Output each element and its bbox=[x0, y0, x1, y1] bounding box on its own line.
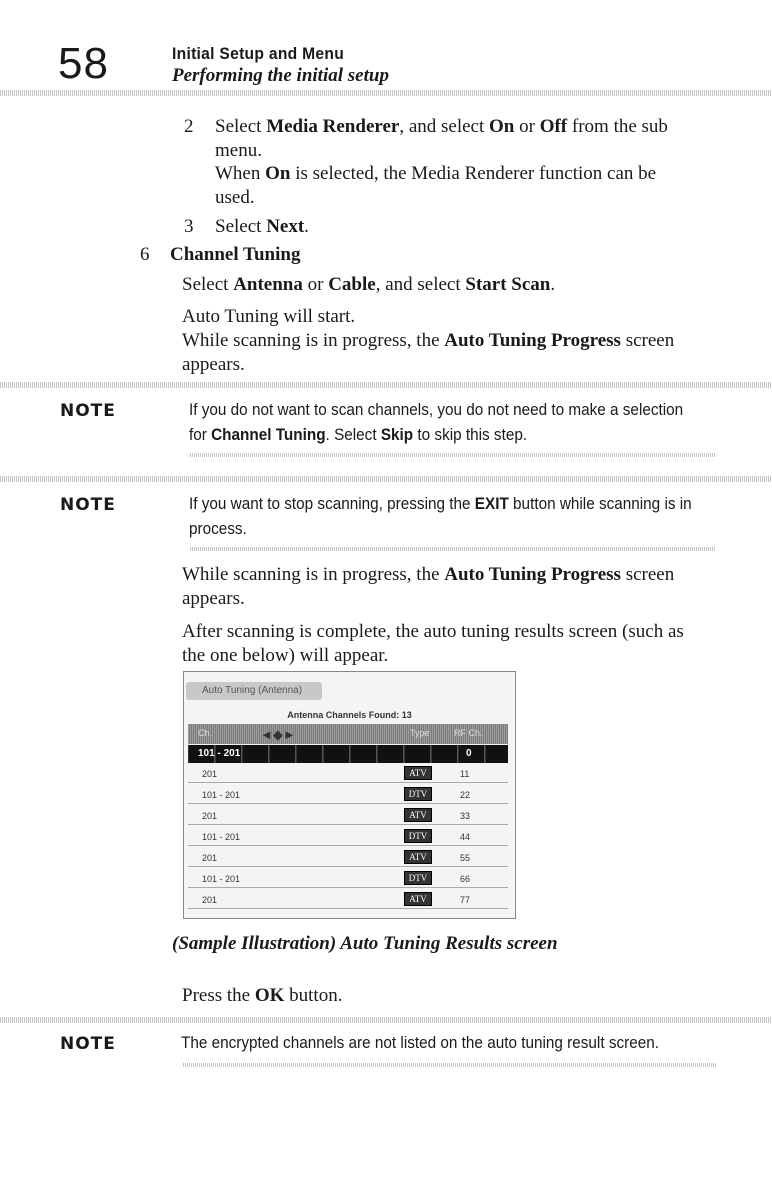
column-ch: Ch. bbox=[198, 728, 213, 738]
table-row bbox=[188, 827, 508, 846]
row-ch: 201 bbox=[202, 895, 218, 905]
note-2-text: If you want to stop scanning, pressing the EXIT button while scanning is in process. bbox=[189, 494, 692, 538]
scan-complete-text: After scanning is complete, the auto tuning results screen (such as the one below) will appear. bbox=[182, 621, 684, 666]
row-type-badge: ATV bbox=[404, 850, 432, 864]
row-rf: 33 bbox=[460, 811, 471, 821]
note-3-bottom-rule bbox=[183, 1063, 716, 1067]
table-row bbox=[188, 890, 508, 909]
step-3-number: 3 bbox=[184, 216, 194, 237]
row-type-badge: DTV bbox=[404, 829, 432, 843]
note-1-text: If you do not want to scan channels, you do not need to make a selection for Channel Tuning. Select Skip to skip this step. bbox=[189, 400, 684, 444]
chapter-title: Initial Setup and Menu bbox=[172, 44, 345, 63]
row-type-badge: ATV bbox=[404, 808, 432, 822]
row-rf: 44 bbox=[460, 832, 471, 842]
row-ch: 101 - 201 bbox=[202, 790, 241, 800]
note-2-top-rule bbox=[0, 476, 772, 482]
channels-found: Antenna Channels Found: 13 bbox=[287, 710, 412, 720]
row-rf: 66 bbox=[460, 874, 471, 884]
section-6-title: Channel Tuning bbox=[170, 244, 301, 265]
note-2-bottom-rule bbox=[190, 547, 716, 551]
figure-caption: (Sample Illustration) Auto Tuning Results screen bbox=[172, 933, 558, 954]
row-type-badge: DTV bbox=[404, 871, 432, 885]
section-6-number: 6 bbox=[140, 244, 150, 265]
page-number: 58 bbox=[58, 39, 109, 88]
column-type: Type bbox=[410, 728, 430, 738]
section-6-body: Auto Tuning will start. While scanning is in progress, the Auto Tuning Progress screen appears. bbox=[182, 306, 675, 375]
row-rf: 11 bbox=[460, 769, 470, 779]
step-2-number: 2 bbox=[184, 116, 194, 137]
note-2-label: NOTE bbox=[60, 495, 116, 515]
row-type-badge: ATV bbox=[404, 892, 432, 906]
section-title: Performing the initial setup bbox=[172, 65, 389, 86]
press-ok-text: Press the OK button. bbox=[182, 985, 343, 1006]
note-1-bottom-rule bbox=[190, 453, 716, 457]
column-rf: RF Ch. bbox=[454, 728, 483, 738]
row-ch: 201 bbox=[202, 769, 218, 779]
note-3-top-rule bbox=[0, 1017, 772, 1023]
navigate-arrows-icon: ◄◆► bbox=[260, 727, 296, 742]
row-type-badge: DTV bbox=[404, 787, 432, 801]
step-2-text: Select Media Renderer, and select On or Off from the sub menu. bbox=[215, 116, 668, 161]
row-type-badge: ATV bbox=[404, 766, 432, 780]
note-3-label: NOTE bbox=[60, 1034, 116, 1054]
scan-progress-text: While scanning is in progress, the Auto Tuning Progress screen appears. bbox=[182, 564, 675, 609]
step-3-text: Select Next. bbox=[215, 216, 309, 237]
section-6-instruction: Select Antenna or Cable, and select Start Scan. bbox=[182, 274, 556, 295]
auto-tuning-results-screen bbox=[183, 671, 516, 919]
table-row bbox=[188, 785, 508, 804]
table-row bbox=[188, 806, 508, 825]
selected-row bbox=[188, 745, 508, 763]
header-rule bbox=[0, 90, 772, 96]
selected-ch: 101 - 201 bbox=[198, 748, 241, 759]
row-rf: 55 bbox=[460, 853, 471, 863]
row-rf: 22 bbox=[460, 790, 471, 800]
table-row bbox=[188, 869, 508, 888]
step-2-detail: When On is selected, the Media Renderer function can be used. bbox=[215, 163, 657, 208]
table-row bbox=[188, 764, 508, 783]
note-3-text: The encrypted channels are not listed on the auto tuning result screen. bbox=[181, 1033, 659, 1052]
table-row bbox=[188, 848, 508, 867]
row-rf: 77 bbox=[460, 895, 471, 905]
row-ch: 201 bbox=[202, 811, 218, 821]
note-1-label: NOTE bbox=[60, 401, 116, 421]
note-1-top-rule bbox=[0, 382, 772, 388]
screen-title: Auto Tuning (Antenna) bbox=[186, 682, 322, 700]
row-ch: 201 bbox=[202, 853, 218, 863]
column-header bbox=[188, 724, 508, 744]
row-ch: 101 - 201 bbox=[202, 874, 241, 884]
selected-rf: 0 bbox=[466, 748, 472, 759]
row-ch: 101 - 201 bbox=[202, 832, 241, 842]
